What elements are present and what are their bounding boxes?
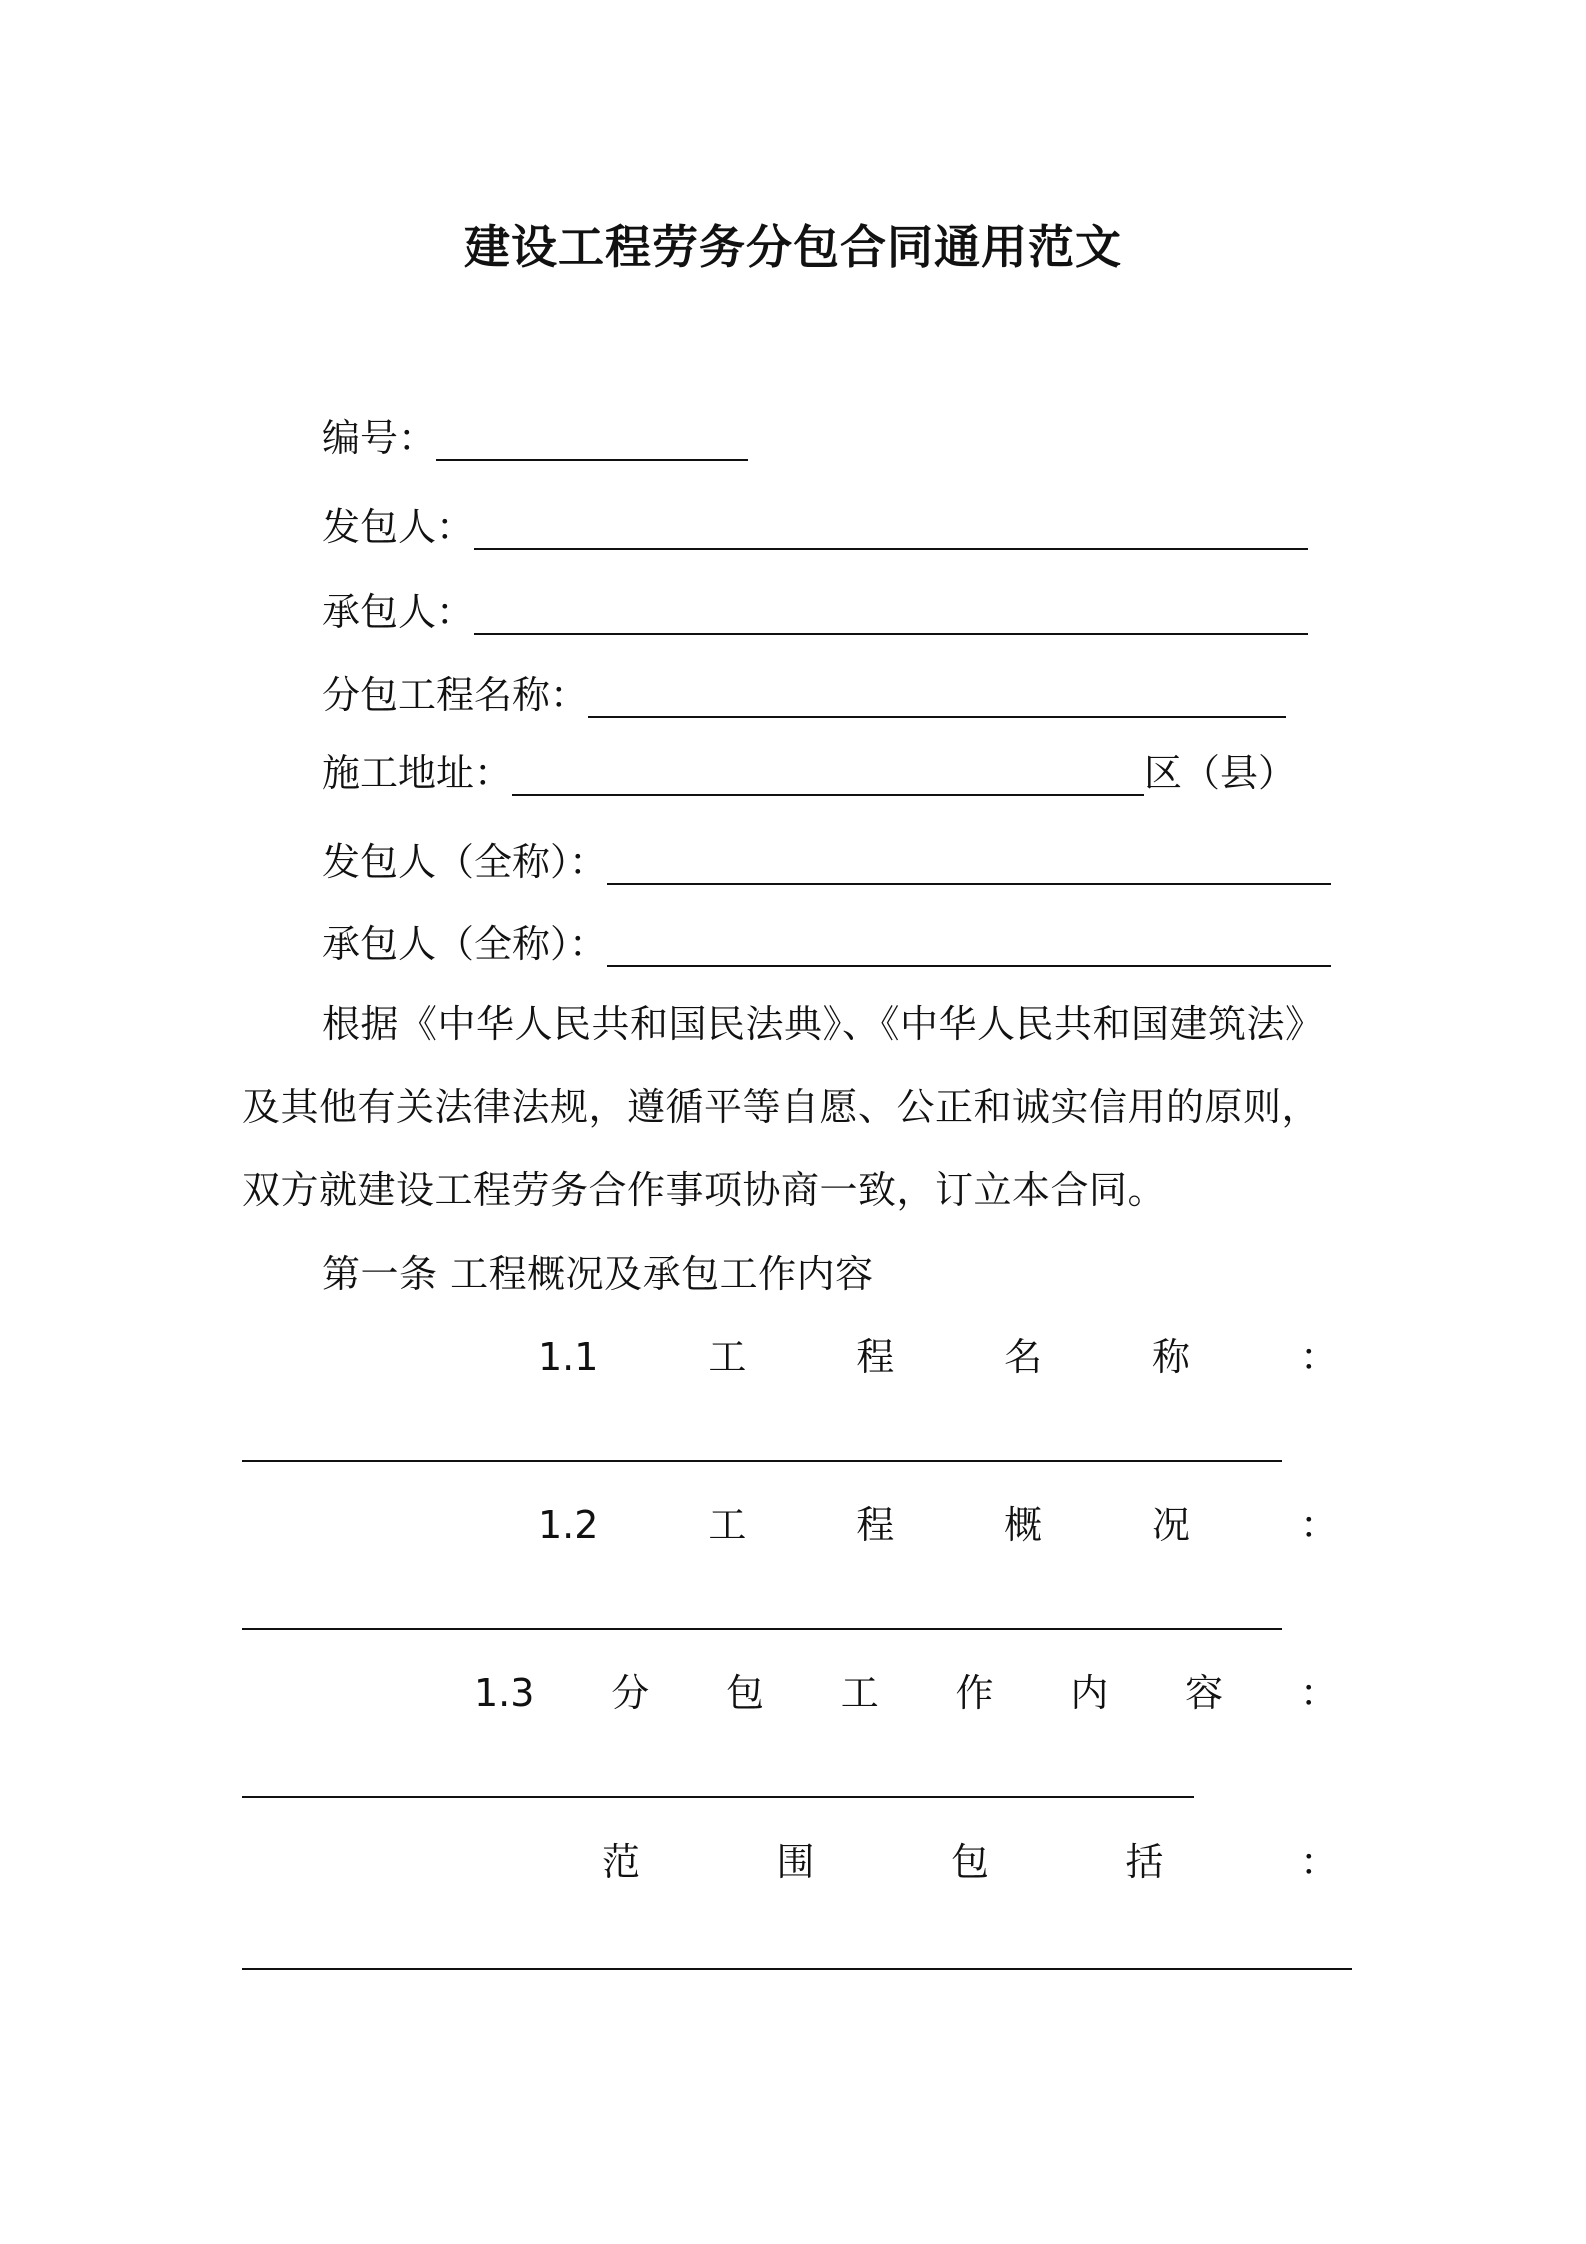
item-1-1-char: 名 [1004,1335,1043,1379]
scope-char: 围 [776,1840,815,1884]
field-site-address [322,743,1296,803]
scope-char: 范 [602,1840,641,1884]
field-employer [322,497,1308,557]
field-contractor-blank[interactable] [474,603,1308,635]
field-contractor-fullname-label: 承包人（全称）： [322,922,608,966]
item-1-1 [538,1327,1338,1387]
item-1-3-char: 包 [725,1671,764,1715]
item-1-1-number: 1.1 [538,1335,599,1379]
scope-item [602,1832,1338,1892]
item-1-3-colon: ： [1299,1671,1338,1715]
item-1-3-blank[interactable] [242,1796,1194,1798]
intro-line-2: 及其他有关法律法规，遵循平等自愿、公正和诚实信用的原则， [242,1085,1321,1129]
field-number-blank[interactable] [436,429,748,461]
field-project-name [322,665,1286,725]
field-contractor-fullname-blank[interactable] [607,935,1331,967]
field-number-label: 编号： [322,416,437,460]
field-contractor-fullname [322,914,1331,974]
item-1-3-char: 内 [1070,1671,1109,1715]
field-site-address-blank[interactable] [512,764,1144,796]
field-number [322,408,748,468]
item-1-2-char: 程 [856,1503,895,1547]
item-1-1-char: 称 [1152,1335,1191,1379]
item-1-3-char: 作 [955,1671,994,1715]
item-1-3-char: 容 [1185,1671,1224,1715]
item-1-1-colon: ： [1299,1335,1338,1379]
intro-line-3: 双方就建设工程劳务合作事项协商一致，订立本合同。 [242,1168,1167,1212]
field-site-address-suffix: 区（县） [1144,751,1297,795]
item-1-3-char: 工 [840,1671,879,1715]
field-employer-fullname-blank[interactable] [607,853,1331,885]
item-1-2-char: 况 [1152,1503,1191,1547]
field-project-name-label: 分包工程名称： [322,673,589,717]
item-1-3-char: 分 [611,1671,650,1715]
field-employer-fullname [322,832,1331,892]
field-employer-label: 发包人： [322,505,475,549]
field-project-name-blank[interactable] [588,686,1286,718]
field-contractor-label: 承包人： [322,590,475,634]
intro-line-1: 根据《中华人民共和国民法典》、《中华人民共和国建筑法》 [322,1002,1324,1046]
field-employer-blank[interactable] [474,518,1308,550]
scope-char: 括 [1125,1840,1164,1884]
item-1-1-char: 工 [708,1335,747,1379]
item-1-2-number: 1.2 [538,1503,599,1547]
scope-char: 包 [950,1840,989,1884]
scope-colon: ： [1299,1840,1338,1884]
item-1-2-blank[interactable] [242,1628,1282,1630]
scope-blank[interactable] [242,1968,1352,1970]
item-1-2-char: 工 [708,1503,747,1547]
field-contractor [322,582,1308,642]
item-1-2-colon: ： [1299,1503,1338,1547]
item-1-2 [538,1495,1338,1555]
item-1-3 [474,1663,1338,1723]
item-1-3-number: 1.3 [474,1671,535,1715]
item-1-1-blank[interactable] [242,1460,1282,1462]
field-employer-fullname-label: 发包人（全称）： [322,840,608,884]
field-site-address-label: 施工地址： [322,751,513,795]
article-1-heading: 第一条 工程概况及承包工作内容 [322,1252,874,1296]
item-1-1-char: 程 [856,1335,895,1379]
item-1-2-char: 概 [1004,1503,1043,1547]
document-title: 建设工程劳务分包合同通用范文 [464,220,1122,274]
